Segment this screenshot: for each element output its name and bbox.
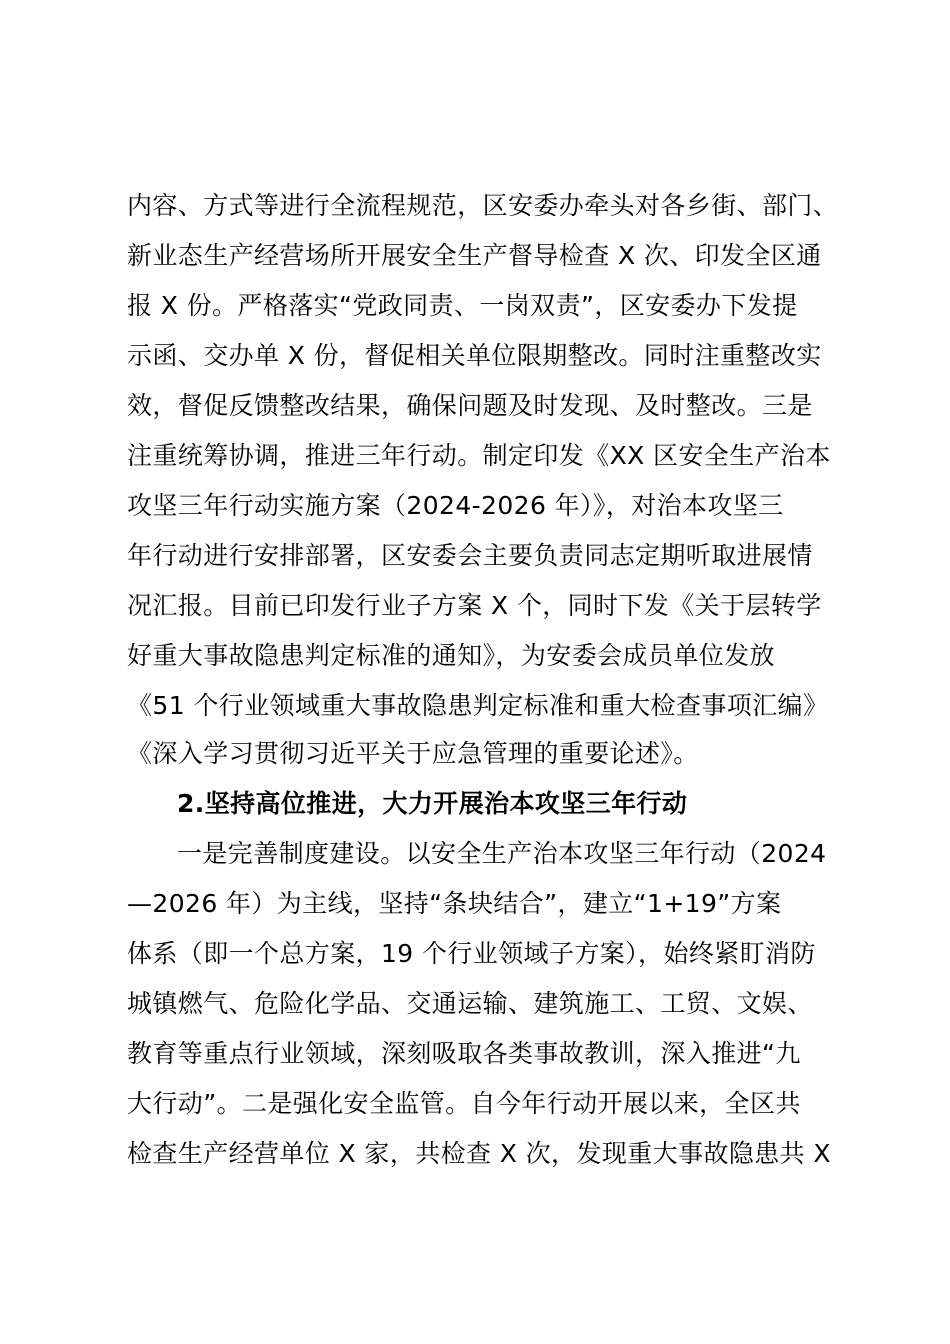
paragraph-line: 好重大事故隐患判定标准的通知》，为安委会成员单位发放 xyxy=(127,641,775,670)
paragraph-line: 况汇报。目前已印发行业子方案 X 个，同时下发《关于层转学 xyxy=(127,591,822,620)
paragraph-line: 年行动进行安排部署，区安委会主要负责同志定期听取进展情 xyxy=(127,541,813,570)
paragraph-line: 检查生产经营单位 X 家，共检查 X 次，发现重大事故隐患共 X xyxy=(127,1139,831,1168)
paragraph-line: 教育等重点行业领域，深刻吸取各类事故教训，深入推进“九 xyxy=(127,1039,801,1068)
paragraph-line: 城镇燃气、危险化学品、交通运输、建筑施工、工贸、文娱、 xyxy=(127,989,813,1018)
paragraph-line: 体系（即一个总方案，19 个行业领域子方案），始终紧盯消防 xyxy=(127,939,816,968)
section-heading: 2.坚持高位推进，大力开展治本攻坚三年行动 xyxy=(177,789,688,818)
paragraph-line: 新业态生产经营场所开展安全生产督导检查 X 次、印发全区通 xyxy=(127,241,822,270)
paragraph-line: 大行动”。二是强化安全监管。自今年行动开展以来，全区共 xyxy=(127,1089,801,1118)
paragraph-line: 效，督促反馈整改结果，确保问题及时发现、及时整改。三是 xyxy=(127,391,813,420)
paragraph-line: 《深入学习贯彻习近平关于应急管理的重要论述》。 xyxy=(127,739,699,768)
paragraph-line: 内容、方式等进行全流程规范，区安委办牵头对各乡街、部门、 xyxy=(127,191,839,220)
paragraph-line: 注重统筹协调，推进三年行动。制定印发《XX 区安全生产治本 xyxy=(127,441,831,470)
paragraph-line: 一是完善制度建设。以安全生产治本攻坚三年行动（2024 xyxy=(177,839,827,868)
paragraph-line: 示函、交办单 X 份，督促相关单位限期整改。同时注重整改实 xyxy=(127,341,822,370)
paragraph-line: 《51 个行业领域重大事故隐患判定标准和重大检查事项汇编》 xyxy=(127,691,829,720)
paragraph-line: 报 X 份。严格落实“党政同责、一岗双责”，区安委办下发提 xyxy=(127,291,798,320)
paragraph-line: —2026 年）为主线，坚持“条块结合”，建立“1+19”方案 xyxy=(127,889,782,918)
paragraph-line: 攻坚三年行动实施方案（2024-2026 年）》，对治本攻坚三 xyxy=(127,491,784,520)
